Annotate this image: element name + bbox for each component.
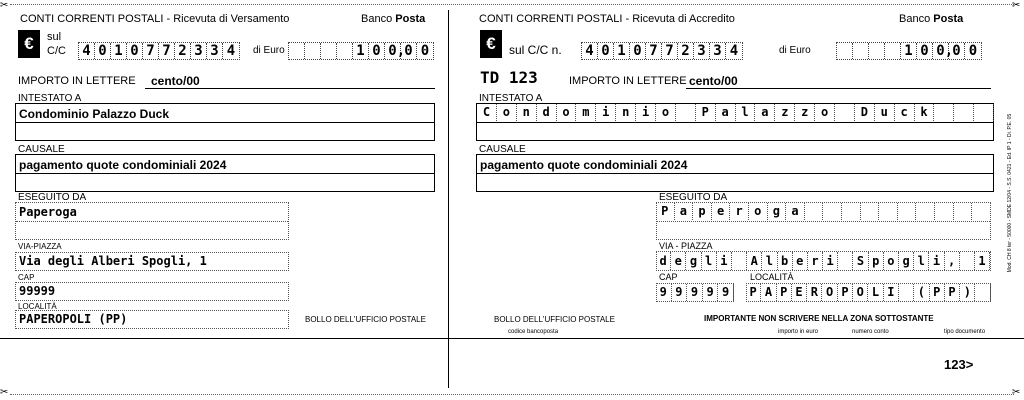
digit-cell: 1 [614, 43, 630, 59]
right-tipo-documento: tipo documento [944, 329, 986, 335]
char-cell [960, 252, 975, 270]
char-cell: o [497, 104, 517, 121]
left-account-number [78, 42, 240, 60]
left-cap-value: 99999 [19, 284, 56, 298]
left-di-euro-label: di Euro [253, 45, 285, 56]
digit-cell [837, 43, 853, 59]
digit-cell [337, 43, 353, 59]
char-cell: P [930, 284, 945, 301]
right-importo-in-euro: importo in euro [778, 329, 819, 335]
char-cell: 9 [656, 284, 672, 301]
char-cell: r [730, 203, 749, 220]
char-cell: 9 [718, 284, 734, 301]
right-eseguito-label: ESEGUITO DA [659, 192, 728, 203]
left-localita-value: PAPEROPOLI (PP) [19, 312, 128, 326]
digit-cell: 7 [143, 43, 159, 59]
right-codice-bancoposta: codice bancoposta [508, 329, 559, 335]
right-importo-label: IMPORTO IN LETTERE [569, 75, 687, 87]
scissor-icon-bottom: ✂ [0, 387, 9, 398]
right-eseguito-value [656, 203, 991, 220]
char-cell: P [696, 104, 716, 121]
digit-cell: 0 [949, 43, 965, 59]
digit-cell: 7 [662, 43, 678, 59]
divider-horizontal-left [0, 338, 448, 339]
char-cell: g [768, 203, 787, 220]
cut-line-bottom [10, 394, 1014, 395]
char-cell: i [717, 252, 732, 270]
char-cell: p [869, 252, 884, 270]
left-via-value: Via degli Alberi Spogli, 1 [19, 254, 207, 268]
digit-cell: 1 [111, 43, 127, 59]
char-cell: I [884, 284, 899, 301]
scissor-icon-bottom-right: ✂ [1012, 387, 1021, 398]
digit-cell: 4 [582, 43, 598, 59]
left-euro-icon: € [18, 30, 40, 58]
char-cell: l [736, 104, 756, 121]
digit-cell: 2 [175, 43, 191, 59]
char-cell: R [807, 284, 822, 301]
char-cell: a [755, 104, 775, 121]
left-importo-value: cento/00 [151, 74, 200, 88]
right-amount [836, 42, 982, 60]
scissor-icon-top-right: ✂ [1012, 0, 1021, 11]
left-header-bank: Banco Posta [361, 13, 426, 25]
digit-cell: 3 [191, 43, 207, 59]
char-cell: A [761, 284, 776, 301]
char-cell: a [786, 203, 805, 220]
digit-cell [321, 43, 337, 59]
char-cell [842, 203, 861, 220]
char-cell: z [795, 104, 815, 121]
right-intestato-value [477, 104, 994, 121]
char-cell: g [899, 252, 914, 270]
char-cell: d [656, 252, 671, 270]
right-euro-icon: € [480, 30, 502, 58]
char-cell [935, 203, 954, 220]
right-bottom-code: 123> [944, 357, 974, 372]
char-cell: P [746, 284, 761, 301]
right-important-notice: IMPORTANTE NON SCRIVERE NELLA ZONA SOTTOSTANTE [704, 314, 934, 323]
char-cell: , [945, 252, 960, 270]
char-cell: A [747, 252, 762, 270]
digit-cell: 0 [369, 43, 385, 59]
char-cell [823, 203, 842, 220]
digit-cell [305, 43, 321, 59]
right-header-bank: Banco Posta [899, 13, 964, 25]
digit-cell: 7 [159, 43, 175, 59]
char-cell [934, 104, 954, 121]
char-cell: E [792, 284, 807, 301]
digit-cell: 3 [710, 43, 726, 59]
char-cell [916, 203, 935, 220]
char-cell: n [517, 104, 537, 121]
char-cell: l [914, 252, 929, 270]
char-cell: e [793, 252, 808, 270]
char-cell: 9 [703, 284, 719, 301]
char-cell: b [778, 252, 793, 270]
char-cell: c [895, 104, 915, 121]
char-cell [835, 104, 855, 121]
right-localita-label: LOCALITÀ [750, 272, 794, 282]
char-cell [676, 104, 696, 121]
char-cell: P [777, 284, 792, 301]
right-via-label: VIA - PIAZZA [659, 241, 713, 251]
digit-cell: 0 [420, 43, 430, 59]
char-cell: m [576, 104, 596, 121]
char-cell [899, 284, 914, 301]
char-cell: i [929, 252, 944, 270]
scissor-icon-top: ✂ [0, 0, 9, 11]
digit-cell [289, 43, 305, 59]
char-cell [974, 104, 994, 121]
char-cell: C [477, 104, 497, 121]
digit-cell: 3 [694, 43, 710, 59]
char-cell: P [945, 284, 960, 301]
char-cell: D [855, 104, 875, 121]
digit-cell [853, 43, 869, 59]
left-cap-label: CAP [18, 273, 35, 282]
char-cell: e [712, 203, 731, 220]
char-cell [879, 203, 898, 220]
char-cell: i [636, 104, 656, 121]
char-cell: l [702, 252, 717, 270]
digit-cell [885, 43, 901, 59]
char-cell: ) [960, 284, 975, 301]
char-cell: k [915, 104, 935, 121]
digit-cell: 1 [353, 43, 369, 59]
char-cell: n [616, 104, 636, 121]
char-cell: L [868, 284, 883, 301]
digit-cell: 7 [646, 43, 662, 59]
char-cell: o [815, 104, 835, 121]
char-cell: 1 [975, 252, 990, 270]
left-sul-cc-label: sul C/C [47, 31, 66, 57]
char-cell: O [853, 284, 868, 301]
left-via-label: VIA-PIAZZA [18, 242, 62, 251]
char-cell: i [823, 252, 838, 270]
digit-cell: 4 [79, 43, 95, 59]
digit-cell: 3 [207, 43, 223, 59]
digit-cell: 0 , [385, 43, 401, 59]
left-bollo-label: BOLLO DELL'UFFICIO POSTALE [305, 315, 426, 324]
right-via-value [656, 252, 990, 270]
digit-cell: 0 [95, 43, 111, 59]
digit-cell: 1 [901, 43, 917, 59]
char-cell: e [671, 252, 686, 270]
char-cell: O [822, 284, 837, 301]
char-cell [954, 203, 973, 220]
right-bollo-label: BOLLO DELL'UFFICIO POSTALE [494, 315, 615, 324]
digit-cell: 2 [678, 43, 694, 59]
left-eseguito-value: Paperoga [19, 205, 77, 219]
left-intestato-value: Condominio Palazzo Duck [19, 107, 170, 121]
char-cell: g [686, 252, 701, 270]
right-causale-value: pagamento quote condominiali 2024 [480, 158, 688, 172]
right-header-title: CONTI CORRENTI POSTALI - Ricevuta di Accredito [479, 13, 735, 25]
char-cell: o [557, 104, 577, 121]
char-cell: S [853, 252, 868, 270]
char-cell [838, 252, 853, 270]
right-intestato-label: INTESTATO A [479, 93, 543, 104]
digit-cell: 4 [729, 43, 739, 59]
char-cell [861, 203, 880, 220]
char-cell: u [875, 104, 895, 121]
digit-cell: 0 [127, 43, 143, 59]
right-numero-conto: numero conto [852, 329, 889, 335]
right-localita-value [746, 284, 991, 301]
char-cell [805, 203, 824, 220]
left-amount [288, 42, 434, 60]
digit-cell: 0 , [933, 43, 949, 59]
right-td-code: TD 123 [480, 68, 538, 87]
left-eseguito-label: ESEGUITO DA [18, 192, 87, 203]
right-cap-value [656, 284, 734, 301]
left-header-title: CONTI CORRENTI POSTALI - Ricevuta di Versamento [20, 13, 290, 25]
char-cell: o [884, 252, 899, 270]
right-importo-value: cento/00 [689, 74, 738, 88]
char-cell [972, 203, 991, 220]
char-cell: d [537, 104, 557, 121]
left-localita-label: LOCALITÀ [18, 302, 57, 311]
char-cell [732, 252, 747, 270]
right-causale-label: CAUSALE [479, 144, 526, 155]
char-cell [975, 284, 990, 301]
divider-horizontal-right [448, 338, 1024, 339]
right-side-text: Mod. CH 8 ter - 50000 - SMDE 12/04 - S.S. 0421 - Ed. IP 1 - Di. P.E. 05 [1007, 113, 1013, 273]
left-cap-box [15, 282, 289, 301]
char-cell: o [749, 203, 768, 220]
divider-vertical [448, 10, 449, 388]
left-importo-label: IMPORTO IN LETTERE [18, 75, 136, 87]
left-intestato-label: INTESTATO A [18, 93, 82, 104]
digit-cell: 0 [630, 43, 646, 59]
right-sul-cc-label: sul C/C n. [509, 43, 562, 57]
char-cell: o [656, 104, 676, 121]
char-cell: z [775, 104, 795, 121]
left-causale-value: pagamento quote condominiali 2024 [19, 158, 227, 172]
cut-line-top [10, 4, 1014, 5]
digit-cell: 4 [226, 43, 236, 59]
left-causale-label: CAUSALE [18, 144, 65, 155]
digit-cell: 0 [401, 43, 417, 59]
char-cell: i [596, 104, 616, 121]
right-account-number [581, 42, 743, 60]
char-cell: p [693, 203, 712, 220]
char-cell [954, 104, 974, 121]
char-cell: P [656, 203, 675, 220]
char-cell [898, 203, 917, 220]
char-cell: 9 [687, 284, 703, 301]
char-cell: a [675, 203, 694, 220]
char-cell: 9 [672, 284, 688, 301]
right-cap-label: CAP [659, 272, 678, 282]
char-cell: r [808, 252, 823, 270]
digit-cell [869, 43, 885, 59]
digit-cell: 0 [917, 43, 933, 59]
right-di-euro-label: di Euro [779, 45, 811, 56]
digit-cell: 0 [968, 43, 978, 59]
char-cell: a [716, 104, 736, 121]
char-cell: l [762, 252, 777, 270]
char-cell: P [838, 284, 853, 301]
digit-cell: 0 [598, 43, 614, 59]
char-cell: ( [914, 284, 929, 301]
